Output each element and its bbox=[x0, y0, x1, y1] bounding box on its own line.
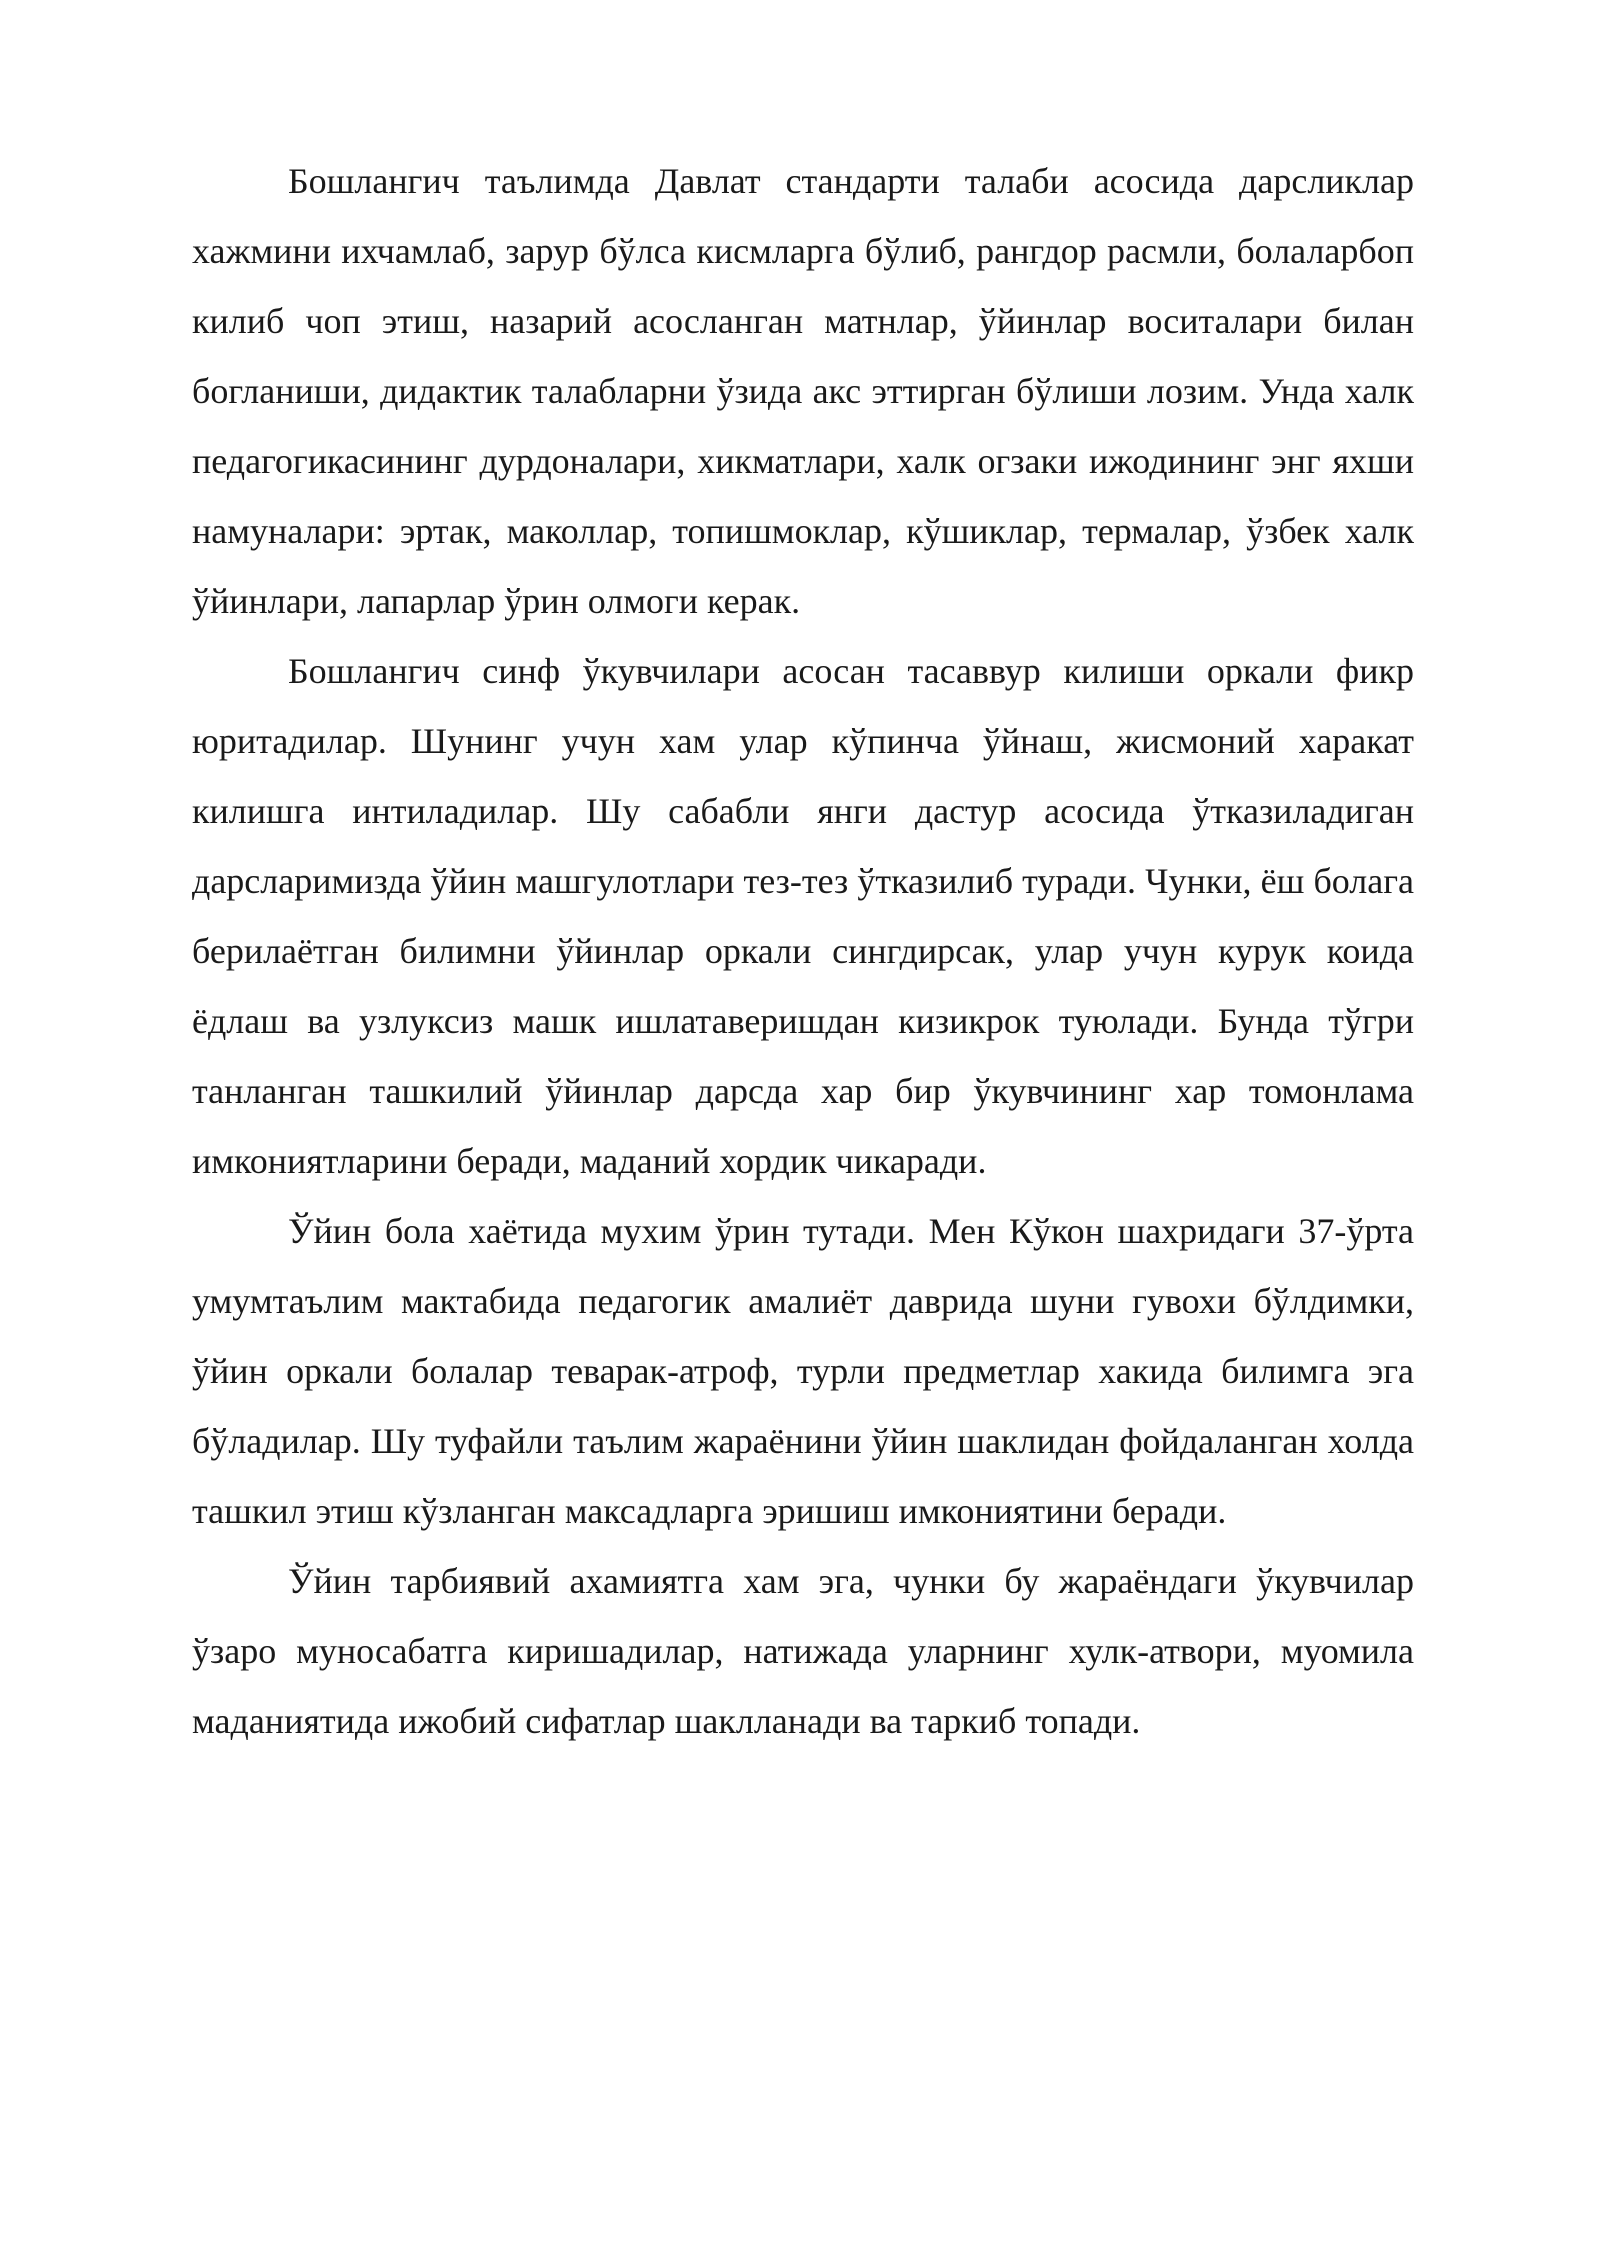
paragraph-1: Бошлангич таълимда Давлат стандарти талаби асосида дарсликлар хажмини ихчамлаб, зарур бўлса кисмларга бўлиб, рангдор расмли, болаларбоп килиб чоп этиш, назарий асосланган матнлар, ўйинлар воситалари билан богланиши, дидактик талабларни ўзида акс эттирган бўлиши лозим. Унда халк педагогикасининг дурдоналари, хикматлари, халк огзаки ижодининг энг яхши намуналари: эртак, маколлар, топишмоклар, кўшиклар, термалар, ўзбек халк ўйинлари, лапарлар ўрин олмоги керак. bbox=[192, 161, 1414, 621]
document-body bbox=[192, 146, 1414, 1756]
paragraph-2: Бошлангич синф ўкувчилари асосан тасаввур килиши оркали фикр юритадилар. Шунинг учун хам улар кўпинча ўйнаш, жисмоний харакат килишга интиладилар. Шу сабабли янги дастур асосида ўтказиладиган дарсларимизда ўйин машгулотлари тез-тез ўтказилиб туради. Чунки, ёш болага берилаётган билимни ўйинлар оркали сингдирсак, улар учун курук коида ёдлаш ва узлуксиз машк ишлатаверишдан кизикрок туюлади. Бунда тўгри танланган ташкилий ўйинлар дарсда хар бир ўкувчининг хар томонлама имкониятларини беради, маданий хордик чикаради. bbox=[192, 651, 1414, 1181]
paragraph-3: Ўйин бола хаётида мухим ўрин тутади. Мен Кўкон шахридаги 37-ўрта умумтаълим мактабида педагогик амалиёт даврида шуни гувохи бўлдимки, ўйин оркали болалар теварак-атроф, турли предметлар хакида билимга эга бўладилар. Шу туфайли таълим жараёнини ўйин шаклидан фойдаланган холда ташкил этиш кўзланган максадларга эришиш имкониятини беради. bbox=[192, 1211, 1414, 1531]
paragraph-4: Ўйин тарбиявий ахамиятга хам эга, чунки бу жараёндаги ўкувчилар ўзаро муносабатга киришадилар, натижада уларнинг хулк-атвори, муомила маданиятида ижобий сифатлар шаклланади ва таркиб топади. bbox=[192, 1561, 1414, 1741]
